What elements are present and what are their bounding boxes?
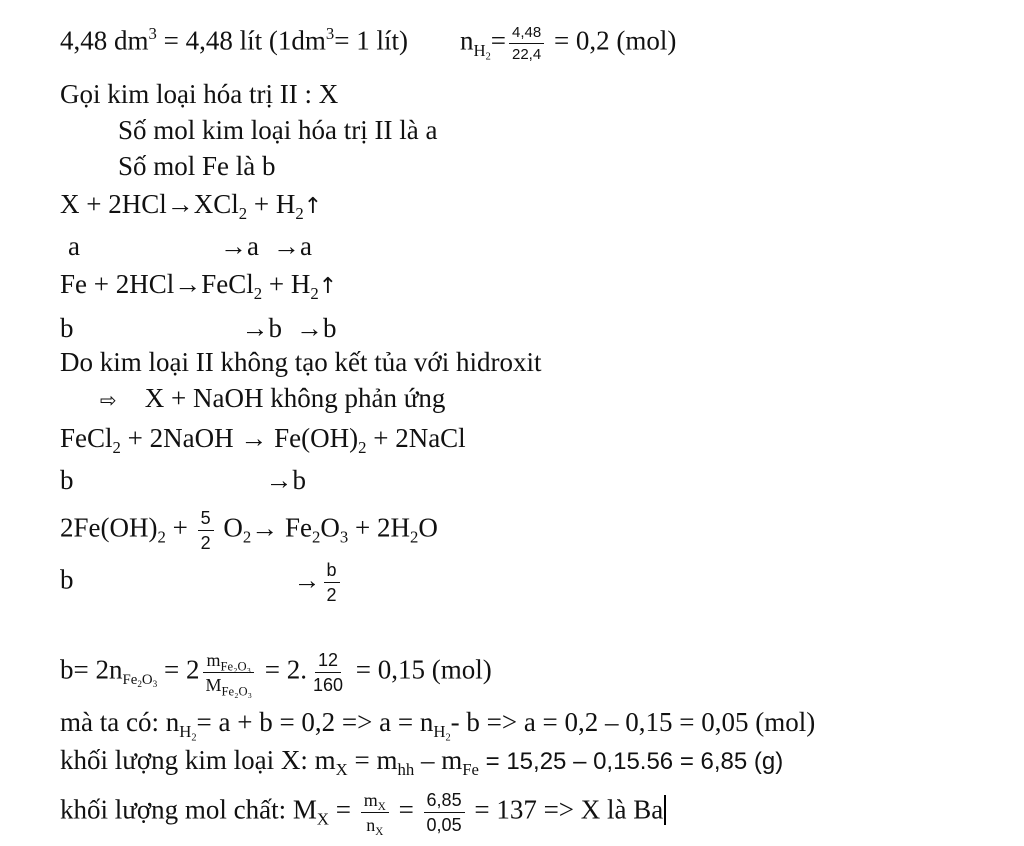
text-cursor: [664, 795, 666, 825]
fraction-mass-over-molar-mass: $\frac{m_{Fe_2O_3}}{M_{Fe_2O_3}}$: [205, 650, 252, 699]
line-define-x: Gọi kim loại hóa trị II : X: [60, 79, 339, 109]
ratio-eq1: a →a →a: [68, 231, 312, 261]
line-x-naoh: ⇨ X + NaOH không phản ứng: [100, 382, 445, 416]
right-arrow-icon: →: [296, 313, 323, 343]
up-arrow-icon: ↑: [318, 274, 338, 299]
right-arrow-icon: →: [265, 465, 293, 495]
line-mol-x: Số mol kim loại hóa trị II là a: [118, 115, 438, 145]
equation-fe-hcl: Fe + 2HCl→FeCl$_2$ + $H_2↑$: [60, 269, 338, 303]
line-solve-a: mà ta có: $n_{H_2}= a + b = 0,2 => a = n_{H_2}-$ b => a = 0,2 – 0,15 = 0,05 (mol): [60, 707, 816, 744]
fraction-685-005: $\frac{6,85}{0,05}$: [424, 790, 465, 835]
equation-x-hcl: $X + 2HCl\to XCl_2 + H_2↑$: [60, 189, 323, 223]
ratio-eq4: b → $\frac{b}{2}$: [60, 560, 343, 605]
right-arrow-icon: →: [166, 189, 194, 219]
fraction-volume-over-molar: $\frac{4,48}{22,4}$: [509, 24, 544, 63]
fraction-mx-over-nx: $\frac{m_X}{n_X}$: [361, 790, 389, 835]
equation-fecl2-naoh: FeCl$_2$ + 2NaOH → $Fe(OH)_2$ + 2NaCl: [60, 423, 466, 457]
line-mass-x: khối lượng kim loại X: $m_X = m_{hh} - m_{Fe} = 15,25 - 0,15.56 = 6,85$ (g): [60, 745, 784, 779]
fraction-five-halves: $\frac{5}{2}$: [198, 508, 214, 553]
line-mol-fe: Số mol Fe là b: [118, 151, 276, 181]
fraction-12-160: $\frac{12}{160}$: [312, 650, 344, 695]
line-volume-conversion: 4,48 $dm^3 = 4,48$ lít ($1dm^3= 1$ lít) $n_{H_2}=$ $\frac{4,48}{22,4}$ = 0,2 (mol): [60, 23, 677, 63]
right-arrow-icon: →: [272, 231, 300, 261]
line-molar-mass-x: khối lượng mol chất: $M_X$ = $\frac{m_X}{n_X}$ = $\frac{6,85}{0,05}$ = 137 => X là Ba: [60, 790, 666, 835]
ratio-eq2: b →b →b: [60, 313, 337, 343]
right-arrow-icon: →: [251, 512, 279, 543]
right-arrow-icon: →: [219, 231, 247, 261]
line-no-precipitate: Do kim loại II không tạo kết tủa với hidroxit: [60, 347, 542, 377]
right-arrow-icon: →: [293, 564, 321, 595]
fraction-b-halves: $\frac{b}{2}$: [324, 560, 340, 605]
implies-arrow-icon: ⇨: [100, 388, 117, 412]
right-arrow-icon: →: [240, 423, 268, 453]
right-arrow-icon: →: [241, 313, 269, 343]
right-arrow-icon: →: [174, 269, 202, 299]
equation-feoh2-o2: $2Fe(OH)_2$ + $\frac{5}{2}$ $O_2\to Fe_2O_3 + 2H_2O$: [60, 508, 438, 553]
up-arrow-icon: ↑: [303, 194, 323, 219]
ratio-eq3: b →b: [60, 465, 306, 495]
line-calc-b: $b= 2n_{Fe_2O_3} = 2$ $\frac{m_{Fe_2O_3}}{M_{Fe_2O_3}}$ = 2. $\frac{12}{160}$ = 0,15 (mol): [60, 650, 492, 699]
